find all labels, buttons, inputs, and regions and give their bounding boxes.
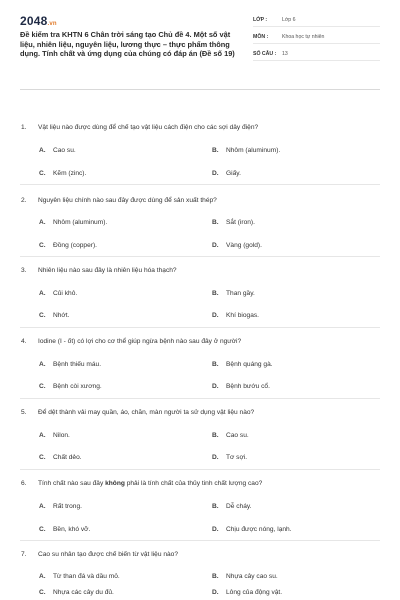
- question-stem: Tính chất nào sau đây: [38, 480, 106, 487]
- answer-option-c[interactable]: [39, 589, 114, 596]
- option-letter: C.: [39, 242, 46, 249]
- question-divider: [20, 398, 380, 399]
- question-text: [21, 480, 262, 487]
- answer-option-b[interactable]: [212, 219, 255, 226]
- option-text: Bệnh còi xương.: [53, 383, 102, 390]
- answer-option-a[interactable]: [39, 503, 82, 510]
- option-text: Rất trong.: [53, 503, 82, 510]
- option-text: Nhớt.: [53, 312, 70, 319]
- answer-option-d[interactable]: [212, 170, 241, 177]
- option-text: Bệnh thiếu máu.: [53, 361, 102, 368]
- answer-option-d[interactable]: [212, 242, 262, 249]
- option-text: Vàng (gold).: [226, 242, 262, 249]
- question-text: [21, 338, 241, 345]
- option-letter: C.: [39, 526, 46, 533]
- meta-key: LỚP :: [253, 17, 268, 23]
- question-emphasis: không: [105, 480, 125, 487]
- option-text: Đồng (copper).: [53, 242, 97, 249]
- question-stem: Để dệt thành vải may quần, áo, chăn, màn người ta sử dụng vật liệu nào?: [38, 409, 255, 416]
- option-letter: A.: [39, 219, 46, 226]
- option-letter: A.: [39, 147, 46, 154]
- answer-option-b[interactable]: [212, 361, 273, 368]
- option-letter: C.: [39, 589, 46, 596]
- question-stem: Cao su nhân tạo được chế biến từ vật liệu nào?: [38, 551, 178, 558]
- question-text: [21, 267, 177, 274]
- option-text: Sắt (iron).: [226, 219, 255, 226]
- option-text: Dễ cháy.: [226, 503, 252, 510]
- question-number: 3.: [21, 267, 27, 274]
- option-letter: B.: [212, 219, 219, 226]
- question-divider: [20, 469, 380, 470]
- option-text: Bệnh quáng gà.: [226, 361, 273, 368]
- question-divider: [20, 327, 380, 328]
- option-letter: A.: [39, 573, 46, 580]
- option-text: Củi khô.: [53, 290, 78, 297]
- answer-option-c[interactable]: [39, 170, 86, 177]
- option-letter: B.: [212, 290, 219, 297]
- option-text: Than gầy.: [226, 290, 255, 297]
- question-divider: [20, 540, 380, 541]
- option-letter: D.: [212, 383, 219, 390]
- option-text: Nhựa cây cao su.: [226, 573, 278, 580]
- question-text: [21, 197, 217, 204]
- question-stem: Nhiên liệu nào sau đây là nhiên liệu hóa thạch?: [38, 267, 177, 274]
- option-letter: D.: [212, 312, 219, 319]
- question-divider: [20, 184, 380, 185]
- question-text: [21, 409, 254, 416]
- option-letter: D.: [212, 170, 219, 177]
- option-letter: B.: [212, 147, 219, 154]
- option-text: Nhựa các cây du đủ.: [53, 589, 114, 596]
- option-letter: B.: [212, 503, 219, 510]
- question-number: 2.: [21, 197, 27, 204]
- answer-option-a[interactable]: [39, 219, 107, 226]
- option-letter: D.: [212, 526, 219, 533]
- answer-option-a[interactable]: [39, 573, 120, 580]
- option-letter: A.: [39, 290, 46, 297]
- question-text: [21, 551, 178, 558]
- option-text: Nilon.: [53, 432, 70, 439]
- answer-option-b[interactable]: [212, 147, 280, 154]
- answer-option-a[interactable]: [39, 290, 77, 297]
- question-number: 4.: [21, 338, 27, 345]
- option-text: Bền, khó vỡ.: [53, 526, 91, 533]
- answer-option-b[interactable]: [212, 503, 252, 510]
- meta-key: SỐ CÂU :: [253, 51, 277, 57]
- answer-option-a[interactable]: [39, 432, 70, 439]
- option-text: Cao su.: [226, 432, 249, 439]
- option-letter: A.: [39, 432, 46, 439]
- answer-option-d[interactable]: [212, 383, 270, 390]
- option-text: Khí biogas.: [226, 312, 259, 319]
- option-text: Chịu được nóng, lạnh.: [226, 526, 292, 533]
- answer-option-c[interactable]: [39, 526, 90, 533]
- option-letter: C.: [39, 312, 46, 319]
- answer-option-d[interactable]: [212, 589, 282, 596]
- option-text: Giấy.: [226, 170, 241, 177]
- meta-key: MÔN :: [253, 34, 269, 40]
- answer-option-a[interactable]: [39, 147, 76, 154]
- option-text: Kẽm (zinc).: [53, 170, 87, 177]
- question-stem: Nguyên liệu chính nào sau đây được dùng để sản xuất thép?: [38, 197, 217, 204]
- question-number: 7.: [21, 551, 27, 558]
- answer-option-d[interactable]: [212, 312, 259, 319]
- option-text: Bệnh bướu cổ.: [226, 383, 270, 390]
- question-text: [21, 124, 258, 131]
- answer-option-b[interactable]: [212, 432, 249, 439]
- option-text: Tơ sợi.: [226, 454, 248, 461]
- answer-option-d[interactable]: [212, 454, 247, 461]
- logo-suffix: .vn: [47, 21, 57, 27]
- option-letter: A.: [39, 503, 46, 510]
- option-text: Chất dẻo.: [53, 454, 82, 461]
- question-number: 6.: [21, 480, 27, 487]
- option-text: Nhôm (aluminum).: [226, 147, 281, 154]
- option-letter: D.: [212, 454, 219, 461]
- question-stem: Iodine (I - ốt) có lợi cho cơ thể giúp ngừa bệnh nào sau đây ở người?: [38, 338, 242, 345]
- answer-option-c[interactable]: [39, 454, 82, 461]
- option-letter: B.: [212, 573, 219, 580]
- option-letter: C.: [39, 454, 46, 461]
- option-letter: B.: [212, 432, 219, 439]
- option-letter: D.: [212, 589, 219, 596]
- answer-option-b[interactable]: [212, 573, 278, 580]
- answer-option-c[interactable]: [39, 312, 69, 319]
- question-number: 5.: [21, 409, 27, 416]
- logo-main: 2048: [20, 14, 48, 28]
- option-letter: C.: [39, 170, 46, 177]
- option-letter: B.: [212, 361, 219, 368]
- answer-option-c[interactable]: [39, 383, 102, 390]
- answer-option-d[interactable]: [212, 526, 292, 533]
- meta-value: Lớp 6: [282, 17, 296, 23]
- question-divider: [20, 256, 380, 257]
- option-text: Lông của động vật.: [226, 589, 283, 596]
- option-text: Nhôm (aluminum).: [53, 219, 108, 226]
- option-letter: C.: [39, 383, 46, 390]
- option-letter: A.: [39, 361, 46, 368]
- meta-value: 13: [282, 51, 288, 57]
- question-stem-end: phải là tính chất của thủy tinh chất lượng cao?: [124, 480, 263, 487]
- exam-title: Đề kiểm tra KHTN 6 Chân trời sáng tạo Chủ đề 4. Một số vật liệu, nhiên liệu, nguyên liệu, lương thực – thực phẩm thông dụng. Tính chất và ứng dụng của chúng có đáp án (Đề số 19): [20, 30, 235, 59]
- question-stem: Vật liệu nào được dùng để chế tạo vật liệu cách điện cho các sợi dây điện?: [38, 124, 259, 131]
- option-text: Cao su.: [53, 147, 76, 154]
- option-text: Từ than đá và dầu mỏ.: [53, 573, 120, 580]
- answer-option-b[interactable]: [212, 290, 255, 297]
- meta-value: Khoa học tự nhiên: [282, 34, 325, 40]
- answer-option-c[interactable]: [39, 242, 97, 249]
- answer-option-a[interactable]: [39, 361, 101, 368]
- question-number: 1.: [21, 124, 27, 131]
- option-letter: D.: [212, 242, 219, 249]
